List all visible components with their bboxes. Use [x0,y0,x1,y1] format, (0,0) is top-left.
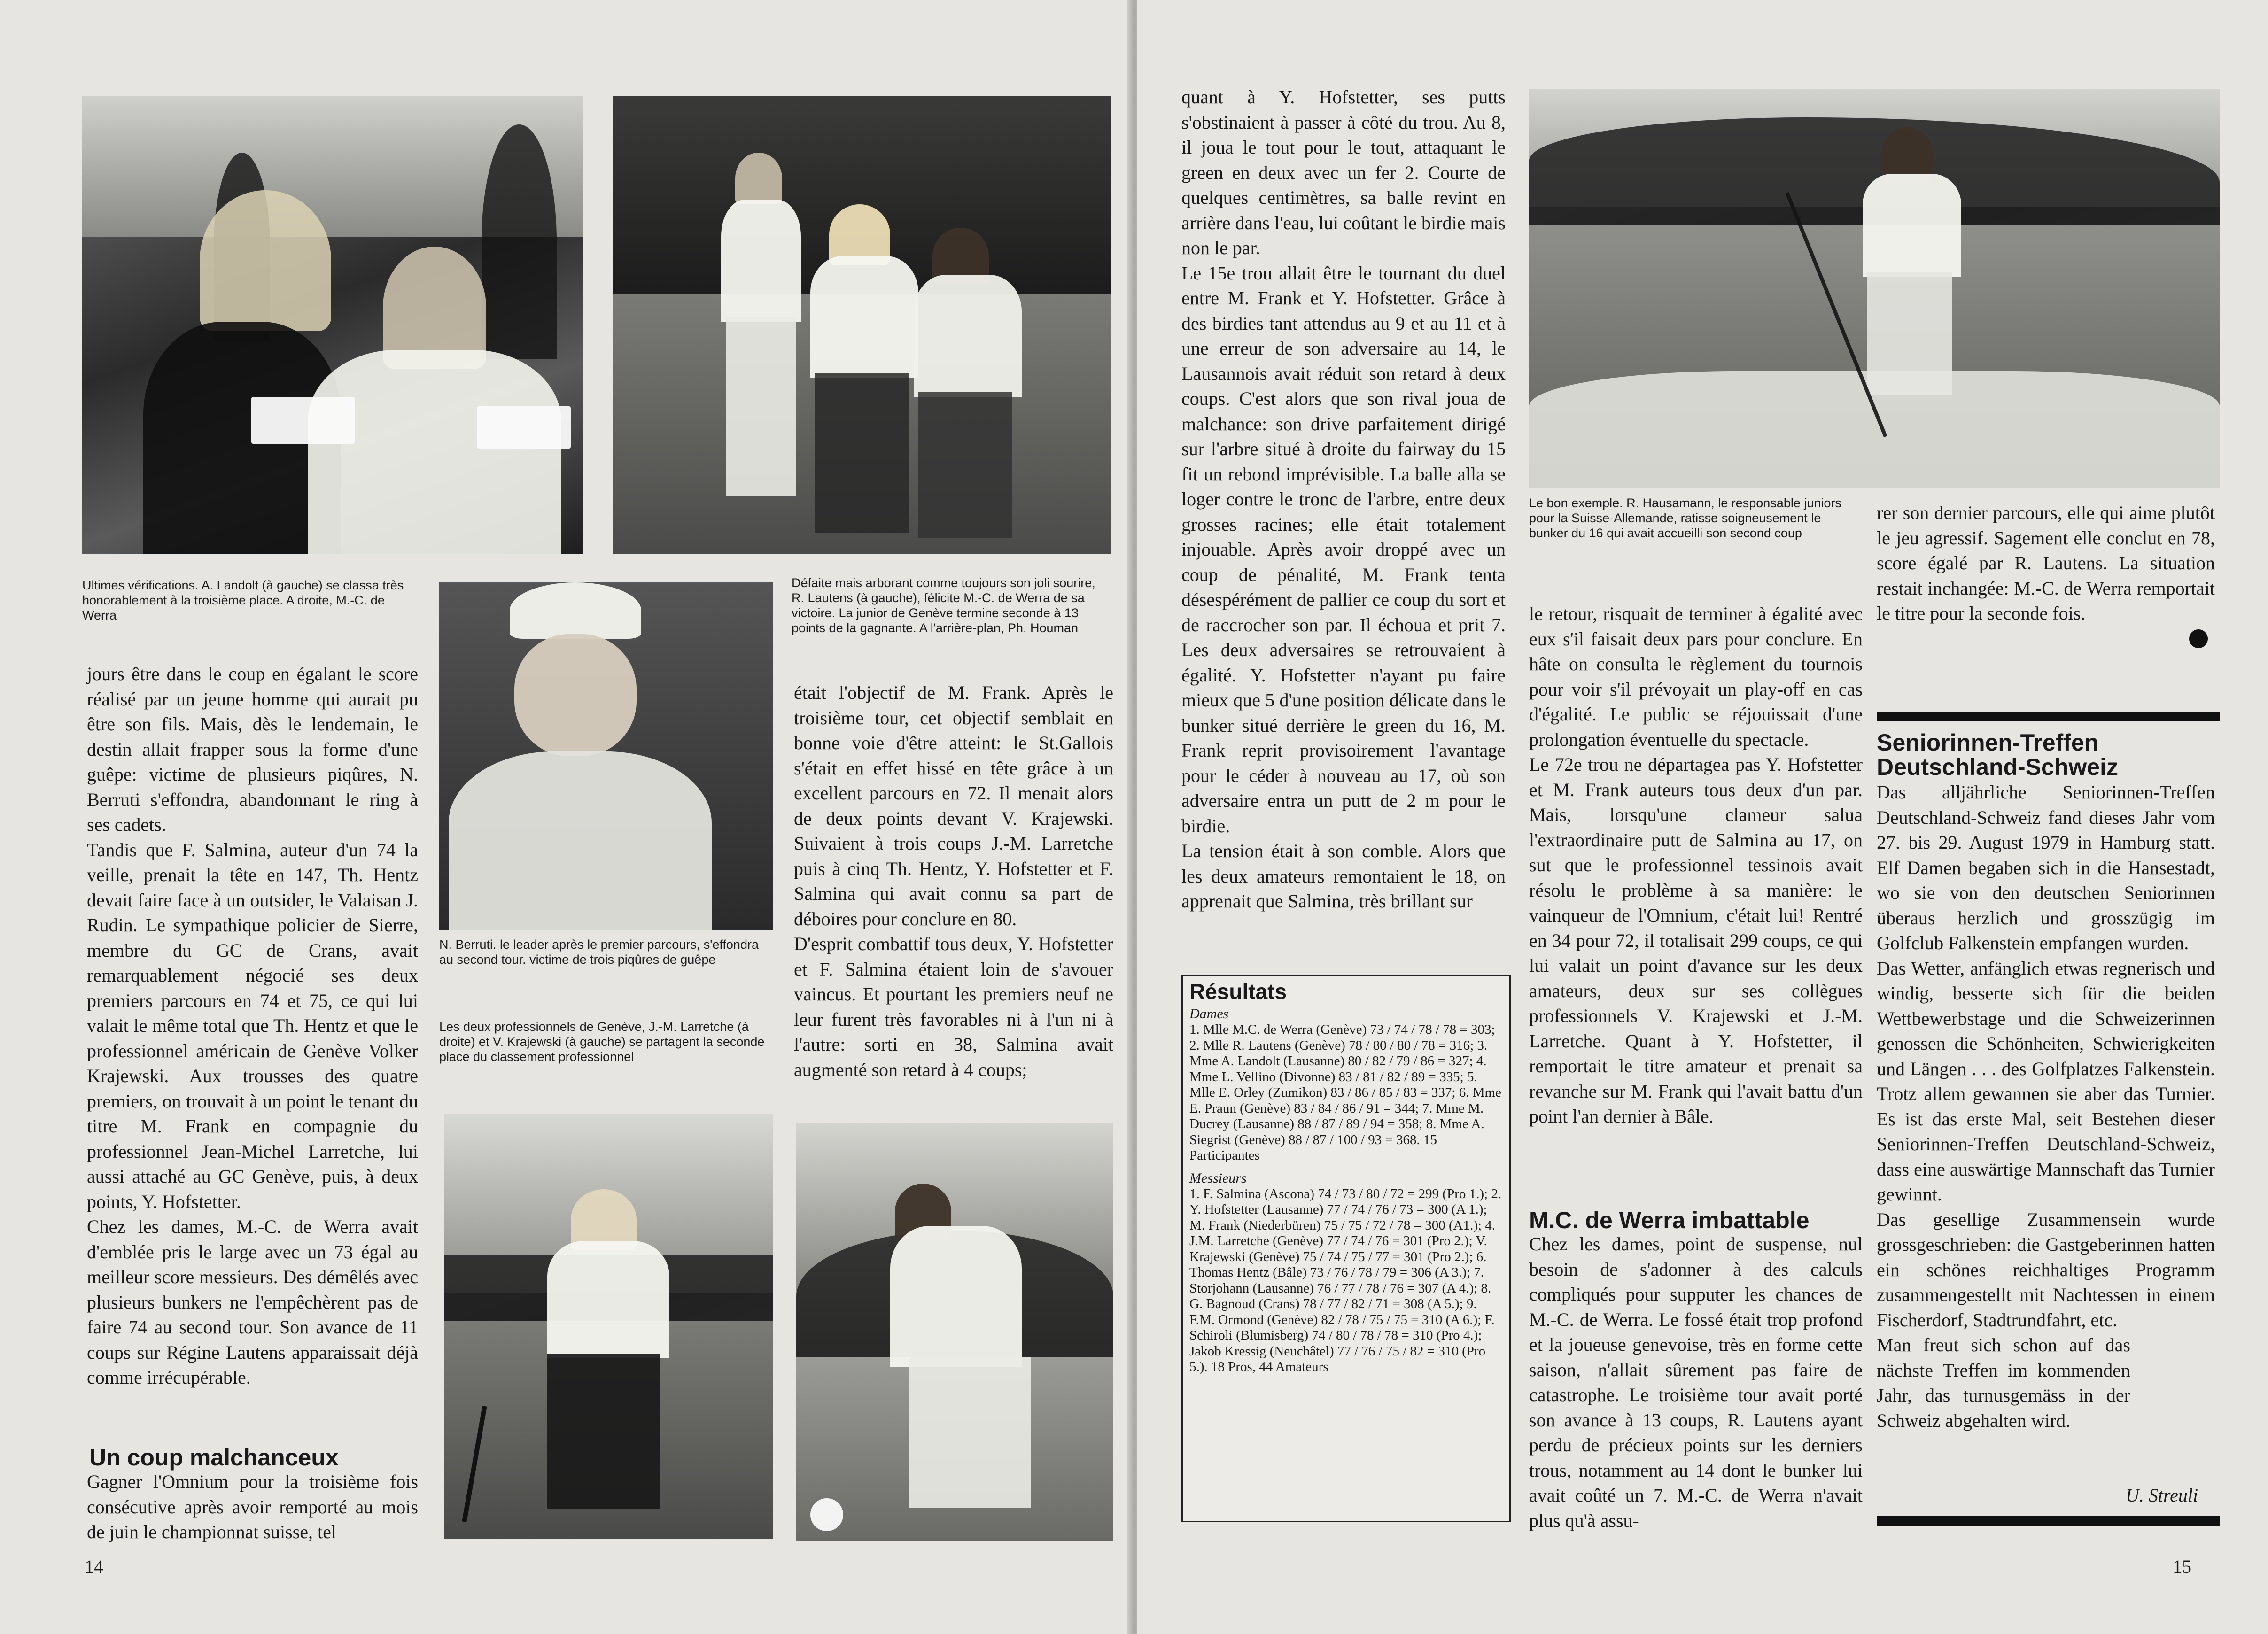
photo-hausamann-bunker [1529,89,2220,488]
paragraph: Das Wetter, anfänglich etwas regnerisch und windig, besserte sich für die beiden Wettbewerbstage und die Schweizerinnen genossen die Schönheiten, Schwierigkeiten und Längen . . . des Golfplatzes Falkenstein. Trotz allem gewannen sie aber das Turnier. Es ist das erste Mal, seit Bestehen dieser Seniorinnen-Treffen Deutschland-Schweiz, dass eine auswärtige Mannschaft das Turnier gewinnt. [1877,957,2215,1205]
caption-hausamann: Le bon exemple. R. Hausamann, le responsable juniors pour la Suisse-Allemande, ratisse soigneusement le bunker du 16 qui avait accueilli son second coup [1529,496,1841,540]
results-box [1181,975,1511,1522]
caption-berruti: N. Berruti. le leader après le premier parcours, s'effondra au second tour. victime de trois piqûres de guêpe [439,937,759,967]
paragraph: Das gesellige Zusammensein wurde grossgeschrieben: die Gastgeberinnen hatten ein schönes reichhaltiges Programm zusammengestellt mit Nachtessen in einem Fischerdorf, Stadtrundfahrt, etc. [1877,1208,2215,1331]
sidebar-bottom-rule [1877,1516,2220,1526]
paragraph: Man freut sich schon auf das nächste Treffen im kommenden Jahr, das turnusgemäss in der Schweiz abgehalten wird. [1877,1334,2130,1431]
sidebar-heading: Seniorinnen-Treffen Deutschland-Schweiz [1877,729,2118,780]
heading-werra-imbattable: M.C. de Werra imbattable [1529,1207,1810,1233]
end-mark-dot [2189,629,2208,648]
paragraph: Le 15e trou allait être le tournant du duel entre M. Frank et Y. Hofstetter. Grâce à des birdies tant attendus au 9 et au 11 et à une erreur de son adversaire au 14, le Lausannois avait réduit son retard à deux coups. C'est alors que son rival joua de malchance: son drive parfaitement dirigé sur l'arbre situé à droite du fairway du 15 fit un rebond imprévisible. La balle alla se loger contre le tronc de l'arbre, entre deux grosses racines; elle était totalement injouable. Après avoir droppé avec un coup de pénalité, M. Frank tenta désespérément de pallier ce coup du sort et de raccrocher son par. Il échoua et prit 7. Les deux adversaires se retrouvaient à égalité. Y. Hofstetter n'ayant pu faire mieux que 5 d'une position délicate dans le bunker situé derrière le green du 16, M. Frank reprit provisoirement l'avantage pour le céder à nouveau au 17, où son adversaire entra un putt de 2 m pour le birdie. [1181,262,1506,836]
left-page [0,0,1132,1634]
column-1-text [87,661,418,1390]
right-column-2-end-text [1529,1231,1863,1533]
paragraph: était l'objectif de M. Frank. Après le troisième tour, cet objectif semblait en bonne voie d'être atteint: le St.Gallois s'était en effet hissé en tête grâce à un excellent parcours en 72. Il menait alors de deux points devant V. Krajewski. Suivaient à trois coups J.-M. Larretche puis à cinq Th. Hentz, Y. Hofstetter et F. Salmina qui avait connu sa part de déboires pour conclure en 80. [794,682,1113,929]
paragraph: le retour, risquait de terminer à égalité avec eux s'il faisait deux pars pour conclure. En hâte on consulta le règlement du tournois pour voir s'il prévoyait un play-off en cas d'égalité. Le public se réjouissait d'une prolongation éventuelle du spectacle. [1529,603,1863,750]
photo-berruti [439,582,773,930]
caption-larretche: Les deux professionnels de Genève, J.-M. Larretche (à droite) et V. Krajewski (à gauche) se partagent la seconde place du classement professionnel [439,1020,765,1064]
right-column-3-text [1877,500,2215,626]
sidebar-author: U. Streuli [2126,1485,2198,1506]
right-column-1-text [1181,85,1506,914]
paragraph: Chez les dames, point de suspense, nul besoin de s'adonner à des calculs compliqués pour supputer les chances de M.-C. de Werra. Le fossé était trop profond et la joueuse genevoise, très en forme cette saison, n'allait sûrement pas faire de catastrophe. Le troisième tour avait porté son avance à 13 coups, R. Lautens ayant perdu de précieux points sur les derniers trous, notamment au 14 dont le bunker lui avait coûté un 7. M.-C. de Werra n'avait plus qu'à assu- [1529,1233,1863,1531]
paragraph: Le 72e trou ne départagea pas Y. Hofstetter et M. Frank auteurs tous deux d'un par. Mais, lorsqu'une clameur salua l'extraordinaire putt de Salmina au 17, on sut que le professionnel tessinois avait résolu le problème à sa manière: le vainqueur de l'Omnium, c'était lui! Rentré en 34 pour 72, il totalisait 299 coups, ce qui lui valait un point d'avance sur les deux amateurs, deux sur ses collègues professionnels V. Krajewski et J.-M. Larretche. Quant à Y. Hofstetter, il remportait le titre amateur et prenait sa revanche sur M. Frank qui l'avait battu d'un point l'an dernier à Bâle. [1529,754,1863,1127]
results-dames-label: Dames [1189,1006,1229,1022]
paragraph: La tension était à son comble. Alors que les deux amateurs remontaient le 18, on apprenait que Salmina, très brillant sur [1181,840,1506,912]
right-column-2-text [1529,601,1863,1129]
photo-swing-2 [796,1123,1113,1541]
caption-houman: Défaite mais arborant comme toujours son joli sourire, R. Lautens (à gauche), félicite M.-C. de Werra de sa victoire. La junior de Genève termine seconde à 13 points de la gagnante. A l'arrière-plan, Ph. Houman [792,576,1095,635]
paragraph: jours être dans le coup en égalant le score réalisé par un jeune homme qui aurait pu être son fils. Mais, dès le lendemain, le destin allait frapper sous la forme d'une guêpe: victime de plusieurs piqûres, N. Berruti s'effondra, abandonnant le ring à ses cadets. [87,663,418,835]
paragraph: Tandis que F. Salmina, auteur d'un 74 la veille, prenait la tête en 147, Th. Hentz devait faire face à un outsider, le Valaisan J. Rudin. Le sympathique policier de Sierre, membre du GC de Crans, avait remarquablement négocié ses deux premiers parcours en 74 et 75, ce qui lui valait le même total que Th. Hentz et que le professionnel américain de Genève Volker Krajewski. Aux trousses des quatre premiers, on trouvait à un point le tenant du titre M. Frank en compagnie du professionnel Jean-Michel Larretche, lui aussi attaché au GC Genève, puis, à deux points, Y. Hofstetter. [87,839,418,1212]
photo-lautens-werra [613,96,1111,554]
results-messieurs: 1. F. Salmina (Ascona) 74 / 73 / 80 / 72 = 299 (Pro 1.); 2. Y. Hofstetter (Lausanne) 77 / 74 / 76 / 73 = 300 (A 1.); M. Frank (Niederbüren) 75 / 75 / 72 / 78 = 300 (A1.); 4. J.M. Larretche (Genève) 77 / 74 / 76 = 301 (Pro 2.); V. Krajewski (Genève) 75 / 74 / 75 / 77 = 301 (Pro 2.); 6. Thomas Hentz (Bâle) 73 / 76 / 78 / 79 = 306 (A 3.); 7. Storjohann (Lausanne) 76 / 77 / 78 / 76 = 307 (A 4.); 8. G. Bagnoud (Crans) 78 / 77 / 82 / 71 = 308 (A 5.); 9. F.M. Ormond (Genève) 82 / 78 / 75 / 75 = 310 (A 6.); F. Schiroli (Blumisberg) 74 / 80 / 78 / 78 = 310 (Pro 4.); Jakob Kressig (Neuchâtel) 77 / 76 / 75 / 82 = 310 (Pro 5.). 18 Pros, 44 Amateurs [1189,1186,1502,1374]
paragraph: quant à Y. Hofstetter, ses putts s'obstinaient à passer à côté du trou. Au 8, il joua le tout pour le tout, attaquant le green en deux avec un fer 2. Courte de quelques centimètres, sa balle revint en arrière dans l'eau, lui coûtant le birdie mais non le par. [1181,86,1506,258]
sidebar-text [1877,780,2215,1433]
page-number-right: 15 [2173,1556,2191,1577]
column-1-end-text [87,1469,418,1545]
paragraph: rer son dernier parcours, elle qui aime plutôt le jeu agressif. Sagement elle conclut en 78, score égalé par R. Lautens. La situation restait inchangée: M.-C. de Werra remportait le titre pour la seconde fois. [1877,502,2215,624]
photo-swing-1 [444,1114,773,1539]
column-3-text [794,680,1113,1082]
paragraph: Gagner l'Omnium pour la troisième fois consécutive après avoir remporté au mois de juin le championnat suisse, tel [87,1471,418,1542]
results-title: Résultats [1189,979,1287,1004]
paragraph: D'esprit combattif tous deux, Y. Hofstetter et F. Salmina étaient loin de s'avouer vaincus. Et pourtant les premiers neuf ne leur furent très favorables ni à l'un ni à l'autre: sorti en 38, Salmina avait augmenté son retard à 4 coups; [794,933,1113,1080]
paragraph: Chez les dames, M.-C. de Werra avait d'emblée pris le large avec un 73 égal au meilleur score messieurs. Des démêlés avec plusieurs bunkers ne l'empêchèrent pas de faire 74 au second tour. Son avance de 11 coups sur Régine Lautens apparaissait déjà comme irrécupérable. [87,1216,418,1388]
results-messieurs-label: Messieurs [1189,1170,1247,1186]
heading-un-coup-malchanceux: Un coup malchanceux [89,1444,339,1471]
results-dames: 1. Mlle M.C. de Werra (Genève) 73 / 74 / 78 / 78 = 303; 2. Mlle R. Lautens (Genève) 78 / 80 / 80 / 78 = 316; 3. Mme A. Landolt (Lausanne) 80 / 82 / 79 / 86 = 327; 4. Mme L. Vellino (Divonne) 83 / 81 / 82 / 89 = 335; 5. Mlle E. Orley (Zumikon) 83 / 86 / 85 / 83 = 337; 6. Mme E. Praun (Genève) 83 / 84 / 86 / 91 = 344; 7. Mme M. Ducrey (Lausanne) 88 / 87 / 89 / 94 = 358; 8. Mme A. Siegrist (Genève) 88 / 87 / 100 / 93 = 368. 15 Participantes [1189,1022,1501,1163]
right-page [1137,0,2268,1634]
sidebar-top-rule [1877,712,2220,721]
page-number-left: 14 [85,1556,103,1577]
photo-landolt-werra [82,96,583,554]
paragraph: Das alljährliche Seniorinnen-Treffen Deutschland-Schweiz fand dieses Jahr vom 27. bis 29. August 1979 in Hamburg statt. Elf Damen begaben sich in die Hansestadt, wo sie von den deutschen Seniorinnen überaus herzlich und grosszügig im Golfclub Falkenstein empfangen wurden. [1877,782,2215,953]
caption-landolt: Ultimes vérifications. A. Landolt (à gauche) se classa très honorablement à la troisième place. A droite, M.-C. de Werra [82,578,404,622]
